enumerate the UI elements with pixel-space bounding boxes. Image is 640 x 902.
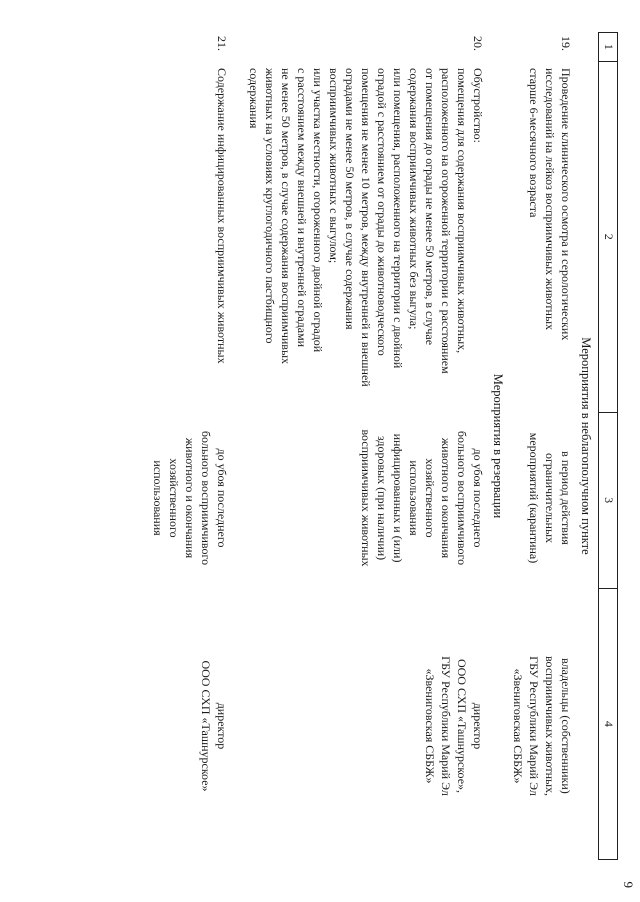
measure-text: Обустройство: помещения для содержания восприимчивых животных, расположенного на огороженной территории с расстоянием от помещения до ограды не менее 50 метров, в случае содержания восприимчивых животных без выгула; или помещения, расположенного на территории с двойной оградой с расстоянием от ограды до животноводческого помещения не менее 10 метров, между внутренней и внешней оградами не менее 50 метров, в случае содержания восприимчивых животных с выгулом; или участка местности, огороженного двойной оградой с расстоянием между внешней и внутренней оградами не менее 50 метров, в случае содержания восприимчивых животных на условиях круглогодичного пастбищного содержания bbox=[247, 68, 485, 387]
table-header-row bbox=[598, 32, 618, 860]
measure-deadline: до убоя последнего больного восприимчивого животного и окончания хозяйственного использования инфицированных и (или) здоровых (при наличии) восприимчивых животных bbox=[359, 429, 485, 567]
measure-responsible: владельцы (собственники) восприимчивых животных, ГБУ Республики Марий Эл «Звениговская СББЖ» bbox=[511, 655, 573, 797]
page-number: 9 bbox=[621, 881, 636, 888]
measure-deadline: в период действия ограничительных мероприятий (карантина) bbox=[527, 432, 573, 564]
measure-responsible: директор ООО СХП «Ташнурское» bbox=[199, 660, 229, 792]
section-title-outbreak: Мероприятия в неблагополучном пункте bbox=[579, 337, 593, 555]
row-number: 19. bbox=[559, 36, 573, 51]
col-header-3: 3 bbox=[599, 413, 617, 589]
col-header-1: 1 bbox=[599, 32, 617, 62]
measure-text: Содержание инфицированных восприимчивых животных bbox=[215, 68, 229, 364]
measure-deadline: до убоя последнего больного восприимчивого животного и окончания хозяйственного использования bbox=[151, 430, 229, 566]
row-number: 21. bbox=[215, 36, 229, 51]
measure-responsible: директор ООО СХП «Ташнурское», ГБУ Республики Марий Эл «Звениговская СББЖ» bbox=[423, 656, 485, 796]
col-header-2: 2 bbox=[599, 62, 617, 413]
row-number: 20. bbox=[471, 36, 485, 51]
measure-text: Проведение клинического осмотра и серологических исследований на лейкоз восприимчивых животных старше 6-месячного возраста bbox=[527, 68, 573, 341]
col-header-4: 4 bbox=[599, 589, 617, 860]
section-title-reservation: Мероприятия в резервации bbox=[491, 373, 505, 519]
measures-table bbox=[8, 32, 618, 860]
